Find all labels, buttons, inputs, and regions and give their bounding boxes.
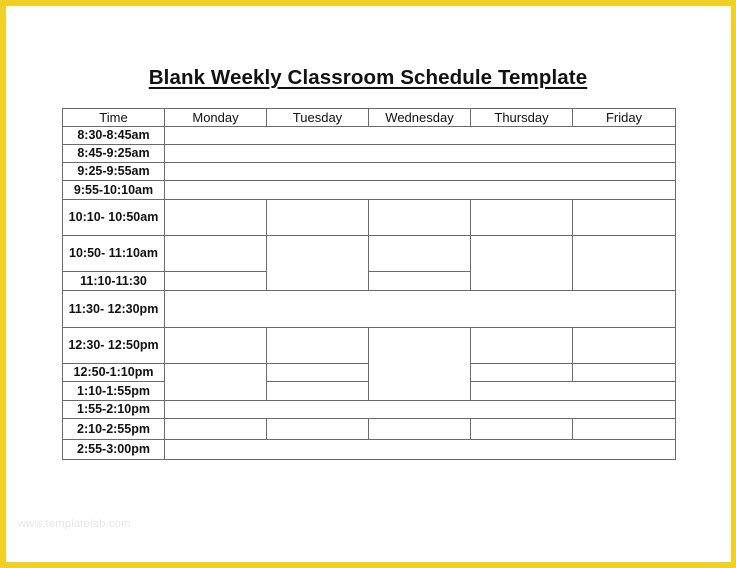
schedule-cell[interactable] — [369, 236, 471, 272]
time-cell: 9:25-9:55am — [63, 163, 165, 181]
table-row — [63, 440, 676, 460]
time-cell: 10:10- 10:50am — [63, 200, 165, 236]
time-cell: 12:50-1:10pm — [63, 364, 165, 382]
header-row — [63, 109, 676, 127]
table-row — [63, 236, 676, 272]
schedule-cell[interactable] — [573, 364, 676, 382]
time-cell: 8:45-9:25am — [63, 145, 165, 163]
document-title — [0, 66, 736, 90]
schedule-cell[interactable] — [165, 364, 267, 401]
schedule-cell[interactable] — [165, 419, 267, 440]
table-row — [63, 200, 676, 236]
schedule-cell[interactable] — [369, 328, 471, 401]
header-tuesday: Tuesday — [267, 109, 369, 127]
schedule-cell[interactable] — [369, 200, 471, 236]
schedule-cell[interactable] — [573, 419, 676, 440]
schedule-cell[interactable] — [165, 145, 676, 163]
schedule-cell[interactable] — [471, 364, 573, 382]
schedule-cell[interactable] — [267, 382, 369, 401]
time-cell: 10:50- 11:10am — [63, 236, 165, 272]
table-row — [63, 145, 676, 163]
schedule-cell[interactable] — [165, 181, 676, 200]
table-row — [63, 419, 676, 440]
schedule-cell[interactable] — [369, 272, 471, 291]
schedule-cell[interactable] — [471, 328, 573, 364]
table-row — [63, 181, 676, 200]
header-monday: Monday — [165, 109, 267, 127]
header-friday: Friday — [573, 109, 676, 127]
header-time: Time — [63, 109, 165, 127]
schedule-cell[interactable] — [573, 328, 676, 364]
schedule-cell[interactable] — [573, 200, 676, 236]
schedule-cell[interactable] — [471, 236, 573, 291]
schedule-cell[interactable] — [165, 163, 676, 181]
time-cell: 11:10-11:30 — [63, 272, 165, 291]
schedule-cell[interactable] — [165, 328, 267, 364]
table-row — [63, 291, 676, 328]
time-cell: 8:30-8:45am — [63, 127, 165, 145]
schedule-cell[interactable] — [267, 364, 369, 382]
time-cell: 12:30- 12:50pm — [63, 328, 165, 364]
schedule-cell[interactable] — [267, 328, 369, 364]
table-row — [63, 328, 676, 364]
schedule-cell[interactable] — [267, 200, 369, 236]
schedule-cell[interactable] — [165, 236, 267, 272]
time-cell: 9:55-10:10am — [63, 181, 165, 200]
schedule-cell[interactable] — [471, 382, 676, 401]
header-thursday: Thursday — [471, 109, 573, 127]
table-row — [63, 163, 676, 181]
schedule-cell[interactable] — [267, 419, 369, 440]
schedule-cell[interactable] — [165, 127, 676, 145]
schedule-cell[interactable] — [573, 236, 676, 291]
time-cell: 11:30- 12:30pm — [63, 291, 165, 328]
schedule-cell[interactable] — [165, 291, 676, 328]
table-row — [63, 401, 676, 419]
time-cell: 1:10-1:55pm — [63, 382, 165, 401]
schedule-cell[interactable] — [471, 200, 573, 236]
header-wednesday: Wednesday — [369, 109, 471, 127]
table-row — [63, 127, 676, 145]
schedule-cell[interactable] — [165, 200, 267, 236]
time-cell: 2:10-2:55pm — [63, 419, 165, 440]
schedule-cell[interactable] — [267, 236, 369, 291]
schedule-cell[interactable] — [165, 401, 676, 419]
schedule-cell[interactable] — [165, 440, 676, 460]
schedule-cell[interactable] — [165, 272, 267, 291]
schedule-table — [62, 108, 676, 460]
time-cell: 2:55-3:00pm — [63, 440, 165, 460]
schedule-cell[interactable] — [369, 419, 471, 440]
title-text: Blank Weekly Classroom Schedule Template — [148, 66, 588, 89]
time-cell: 1:55-2:10pm — [63, 401, 165, 419]
schedule-cell[interactable] — [471, 419, 573, 440]
watermark: www.templatelab.com — [18, 518, 131, 530]
